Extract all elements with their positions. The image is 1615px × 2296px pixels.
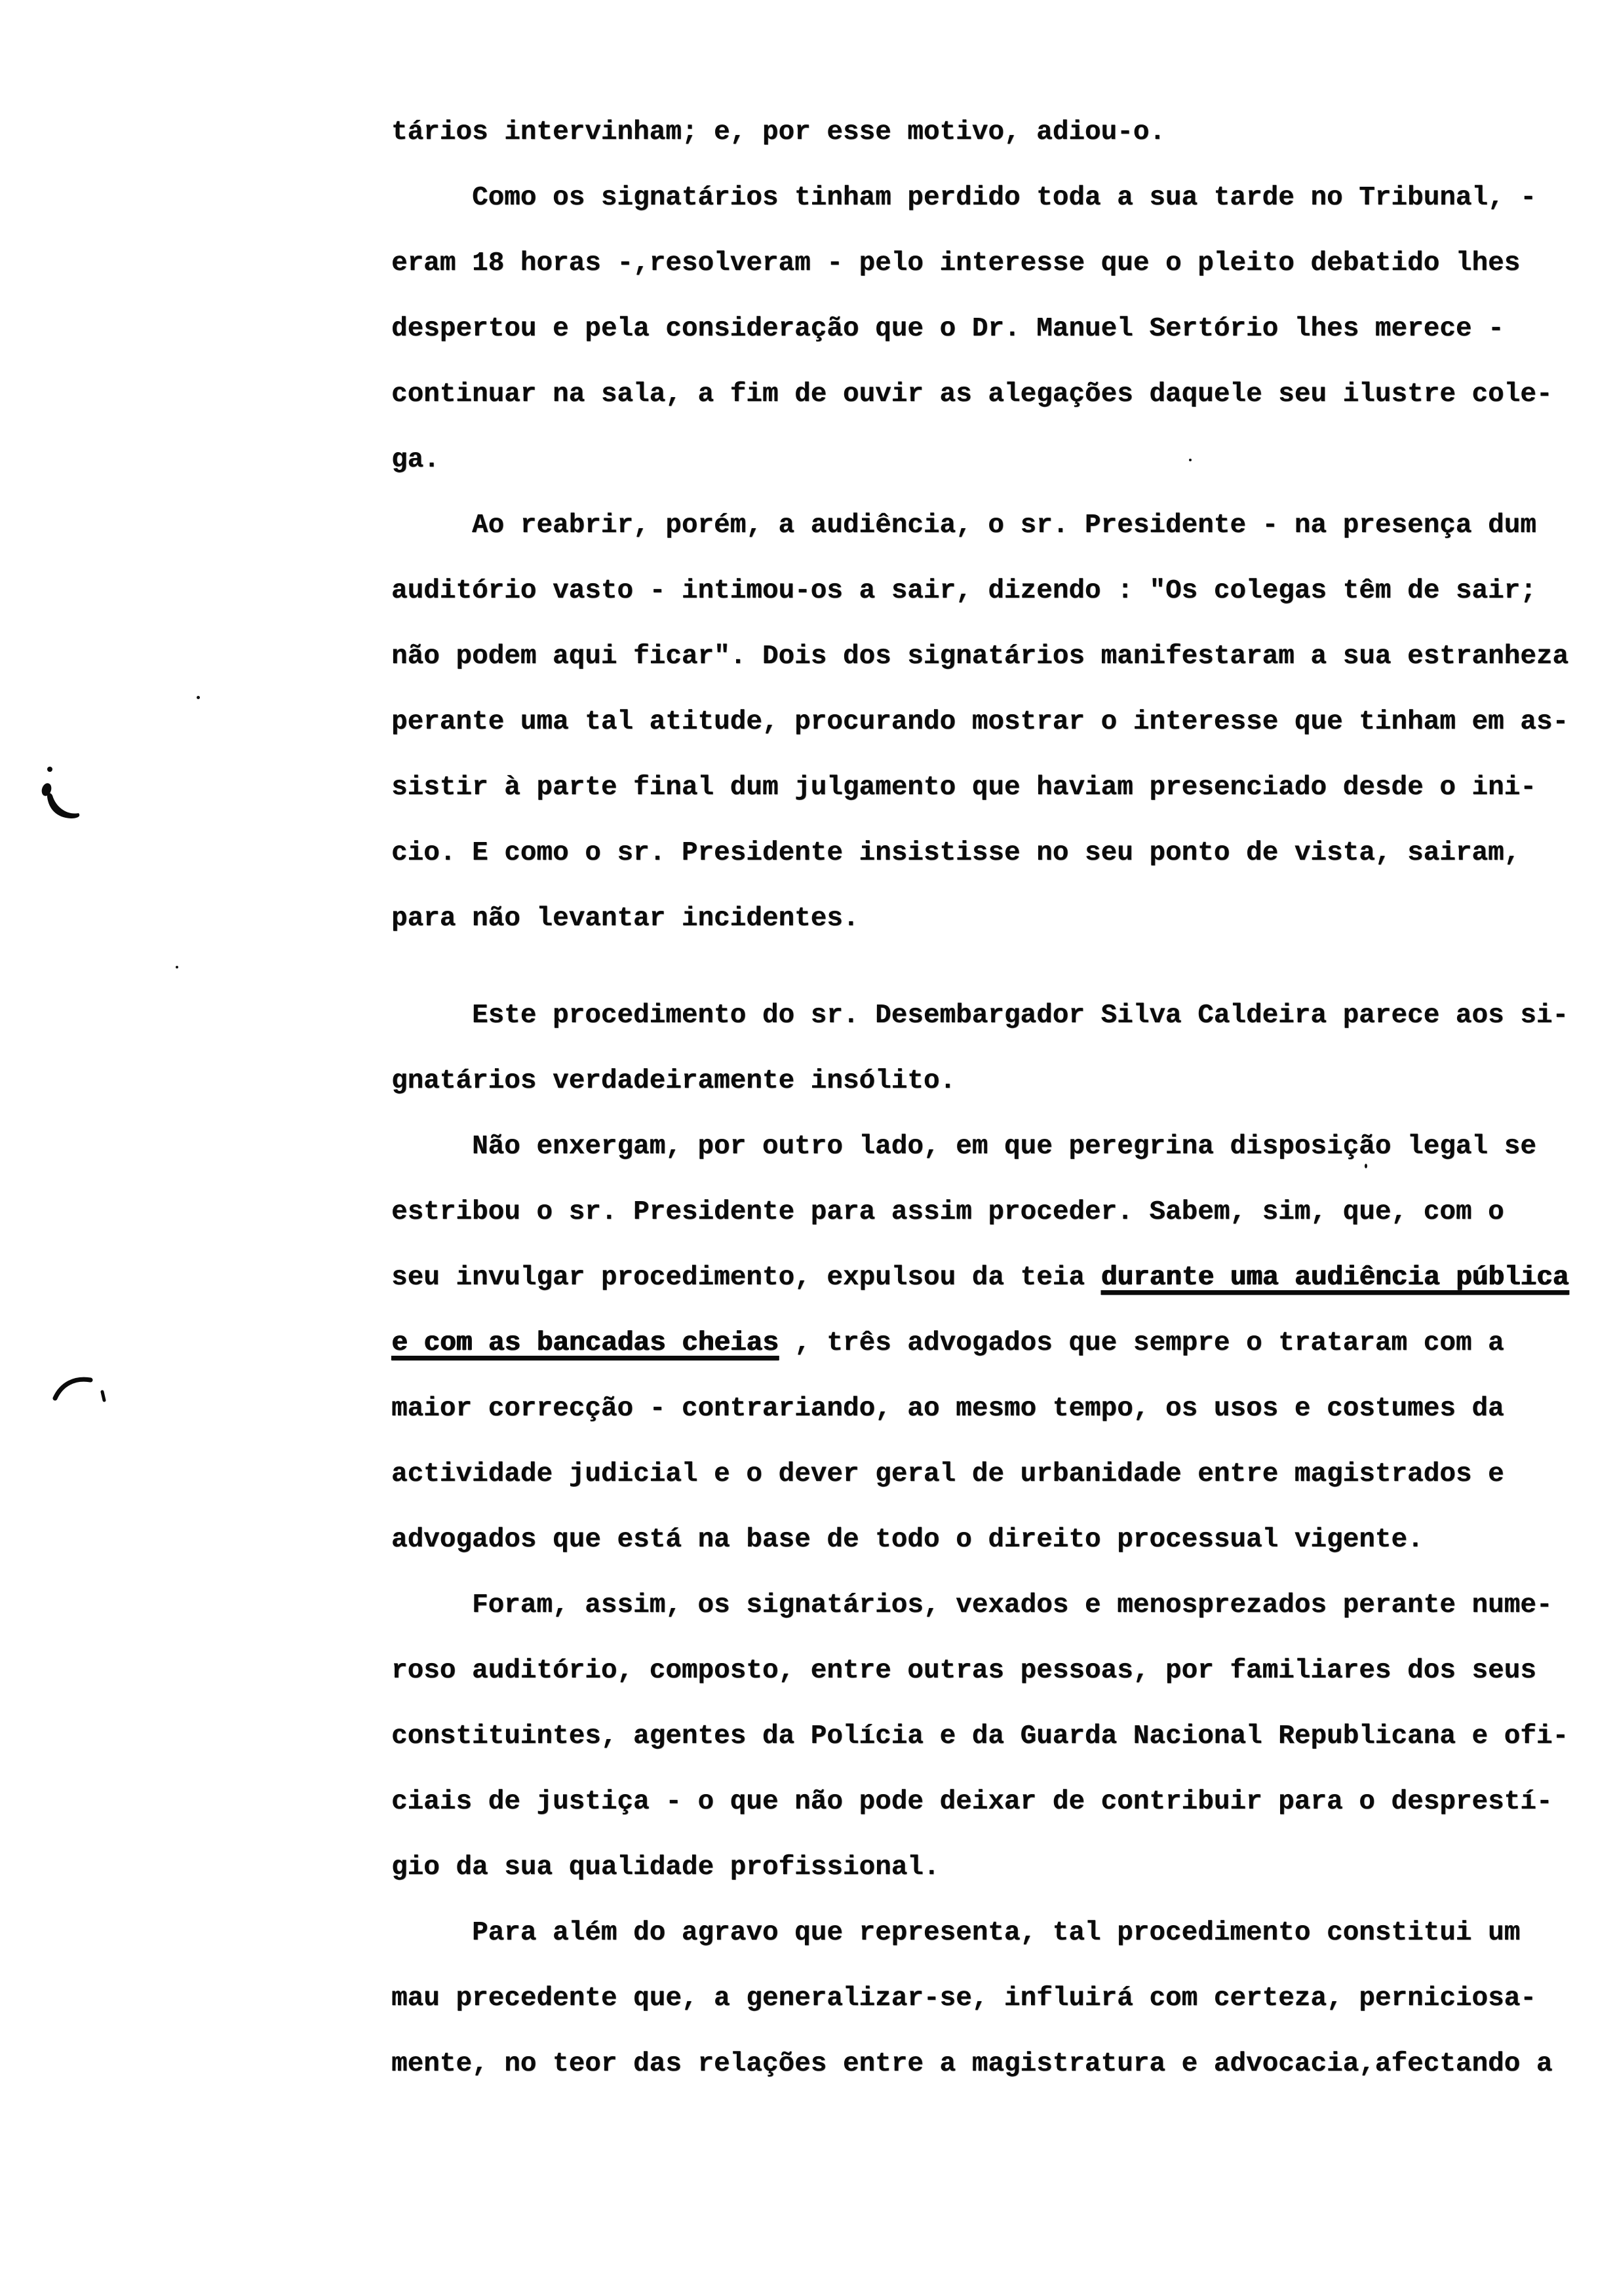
text-line [391,1573,1584,1638]
text-line [391,165,1584,231]
text-segment: advogados que está na base de todo o direito processual vigente. [391,1525,1424,1555]
text-segment: roso auditório, composto, entre outras pessoas, por familiares dos seus [391,1656,1536,1686]
text-line [391,1179,1584,1245]
text-line [391,1048,1584,1114]
text-segment: , três advogados que sempre o trataram com a [778,1328,1504,1358]
text-segment: gio da sua qualidade profissional. [391,1852,940,1883]
text-line [391,362,1584,427]
text-line [391,624,1584,689]
text-line [391,1311,1584,1376]
text-segment: despertou e pela consideração que o Dr. Manuel Sertório lhes merece - [391,314,1504,344]
text-segment: Ao reabrir, porém, a audiência, o sr. Presidente - na presença dum [471,510,1536,541]
text-line [391,2031,1584,2097]
text-segment: estribou o sr. Presidente para assim proceder. Sabem, sim, que, com o [391,1197,1504,1227]
underlined-phrase: e com as bancadas cheias [391,1328,779,1358]
text-segment: auditório vasto - intimou-os a sair, dizendo : "Os colegas têm de sair; [391,576,1536,606]
text-line [391,1900,1584,1966]
text-segment: sistir à parte final dum julgamento que haviam presenciado desde o ini- [391,773,1536,803]
handwritten-tick-mark [38,760,97,826]
text-segment: cio. E como o sr. Presidente insistisse no seu ponto de vista, sairam, [391,838,1521,868]
text-segment: perante uma tal atitude, procurando mostrar o interesse que tinham em as- [391,707,1569,737]
text-line [391,689,1584,755]
text-segment: Este procedimento do sr. Desembargador Silva Caldeira parece aos si- [471,1001,1569,1031]
text-line [391,886,1584,951]
text-segment: continuar na sala, a fim de ouvir as alegações daquele seu ilustre cole- [391,379,1553,410]
text-line [391,755,1584,820]
paragraph-block [391,983,1584,2097]
text-segment: para não levantar incidentes. [391,904,859,934]
text-segment: gnatários verdadeiramente insólito. [391,1066,956,1096]
scan-speck [1189,459,1192,461]
text-segment: ciais de justiça - o que não pode deixar de contribuir para o desprestí- [391,1787,1553,1817]
text-line [391,493,1584,558]
text-segment: mente, no teor das relações entre a magistratura e advocacia,afectando a [391,2049,1553,2079]
handwritten-curve-mark [51,1371,117,1410]
text-segment: Para além do agravo que representa, tal procedimento constitui um [471,1918,1521,1948]
text-line [391,1507,1584,1573]
text-line [391,558,1584,624]
text-line [391,1966,1584,2031]
text-line [391,296,1584,362]
scan-speck [197,696,200,699]
text-segment: ga. [391,445,440,475]
text-line [391,231,1584,296]
text-line [391,1638,1584,1704]
text-line [391,100,1584,165]
text-segment: tários intervinham; e, por esse motivo, adiou-o. [391,117,1166,147]
text-line [391,983,1584,1048]
scan-speck [1365,1164,1367,1168]
text-segment: eram 18 horas -,resolveram - pelo interesse que o pleito debatido lhes [391,248,1521,278]
text-segment: mau precedente que, a generalizar-se, influirá com certeza, perniciosa- [391,1983,1536,2014]
text-line [391,427,1584,493]
text-segment: Não enxergam, por outro lado, em que peregrina disposição legal se [471,1132,1536,1162]
text-line [391,820,1584,886]
text-segment: constituintes, agentes da Polícia e da Guarda Nacional Republicana e ofi- [391,1721,1569,1751]
text-segment: actividade judicial e o dever geral de urbanidade entre magistrados e [391,1459,1504,1489]
underlined-phrase: durante uma audiência pública [1100,1263,1569,1293]
text-line [391,1769,1584,1835]
scan-speck [176,966,178,968]
text-segment: Como os signatários tinham perdido toda a sua tarde no Tribunal, - [471,183,1536,213]
text-segment: maior correcção - contrariando, ao mesmo tempo, os usos e costumes da [391,1394,1504,1424]
text-segment: Foram, assim, os signatários, vexados e menosprezados perante nume- [471,1590,1553,1620]
paragraph-block [391,100,1584,951]
text-line [391,1376,1584,1442]
text-segment: seu invulgar procedimento, expulsou da teia [391,1263,1101,1293]
text-line [391,1442,1584,1507]
document-page [391,100,1584,2097]
text-line [391,1114,1584,1179]
text-line [391,1835,1584,1900]
text-segment: não podem aqui ficar". Dois dos signatários manifestaram a sua estranheza [391,641,1569,672]
text-line [391,1245,1584,1311]
text-line [391,1704,1584,1769]
